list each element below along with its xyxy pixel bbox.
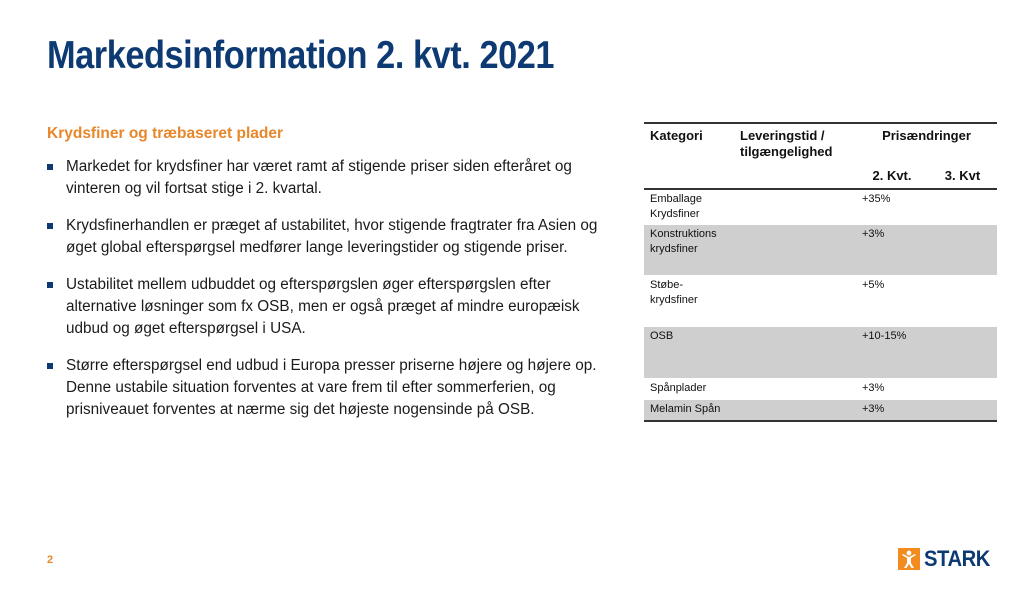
cell-delivery [734, 276, 856, 327]
cell-q3 [928, 379, 997, 400]
logo-text: STARK [924, 546, 990, 571]
header-q2: 2. Kvt. [856, 164, 928, 189]
price-table [644, 122, 997, 422]
bullet-item [47, 215, 607, 259]
cell-q2: +3% [856, 225, 928, 276]
square-bullet-icon [47, 164, 53, 170]
square-bullet-icon [47, 223, 53, 229]
cell-delivery [734, 327, 856, 379]
cell-q3 [928, 189, 997, 225]
square-bullet-icon [47, 363, 53, 369]
cell-q3 [928, 276, 997, 327]
bullet-item [47, 355, 607, 421]
bullet-item [47, 274, 607, 340]
cell-category: Støbe-krydsfiner [644, 276, 734, 327]
cell-q2: +3% [856, 400, 928, 421]
cell-delivery [734, 379, 856, 400]
table-row [644, 276, 997, 327]
cell-delivery [734, 189, 856, 225]
header-price-change: Prisændringer [856, 123, 997, 164]
cell-q3 [928, 327, 997, 379]
cell-q3 [928, 400, 997, 421]
cell-category: Konstruktions krydsfiner [644, 225, 734, 276]
cell-category: Melamin Spån [644, 400, 734, 421]
table-row [644, 400, 997, 421]
cell-delivery [734, 225, 856, 276]
bullet-text: Markedet for krydsfiner har været ramt af stigende priser siden efteråret og vinteren og vil fortsat stige i 2. kvartal. [66, 158, 572, 197]
header-q3: 3. Kvt [928, 164, 997, 189]
header-empty [734, 164, 856, 189]
table-row [644, 225, 997, 276]
cell-q3 [928, 225, 997, 276]
table-row [644, 189, 997, 225]
cell-q2: +5% [856, 276, 928, 327]
cell-category: Emballage Krydsfiner [644, 189, 734, 225]
table-row [644, 327, 997, 379]
header-delivery: Leveringstid / tilgængelighed [734, 123, 856, 164]
cell-delivery [734, 400, 856, 421]
bullet-list [47, 156, 607, 436]
bullet-text: Ustabilitet mellem udbuddet og efterspørgslen øger efterspørgslen efter alternative løsninger som fx OSB, men er også præget af mindre europæisk udbud og øget efterspørgsel i USA. [66, 276, 580, 337]
cell-category: OSB [644, 327, 734, 379]
cell-q2: +10-15% [856, 327, 928, 379]
page-number: 2 [47, 554, 54, 566]
bullet-text: Krydsfinerhandlen er præget af ustabilitet, hvor stigende fragtrater fra Asien og øget global efterspørgsel medfører lange leveringstider og stigende priser. [66, 217, 598, 256]
bullet-item [47, 156, 607, 200]
cell-q2: +3% [856, 379, 928, 400]
cell-q2: +35% [856, 189, 928, 225]
square-bullet-icon [47, 282, 53, 288]
table-row [644, 379, 997, 400]
header-category: Kategori [644, 123, 734, 164]
bullet-text: Større efterspørgsel end udbud i Europa presser priserne højere og højere op. Denne ustabile situation forventes at vare frem til efter sommerferien, og prisniveauet forventes at nærme sig det højeste nogensinde på OSB. [66, 357, 597, 418]
section-heading: Krydsfiner og træbaseret plader [47, 125, 284, 142]
stark-person-icon [898, 548, 920, 570]
cell-category: Spånplader [644, 379, 734, 400]
brand-logo [898, 546, 996, 572]
header-empty [644, 164, 734, 189]
page-title: Markedsinformation 2. kvt. 2021 [47, 34, 555, 77]
